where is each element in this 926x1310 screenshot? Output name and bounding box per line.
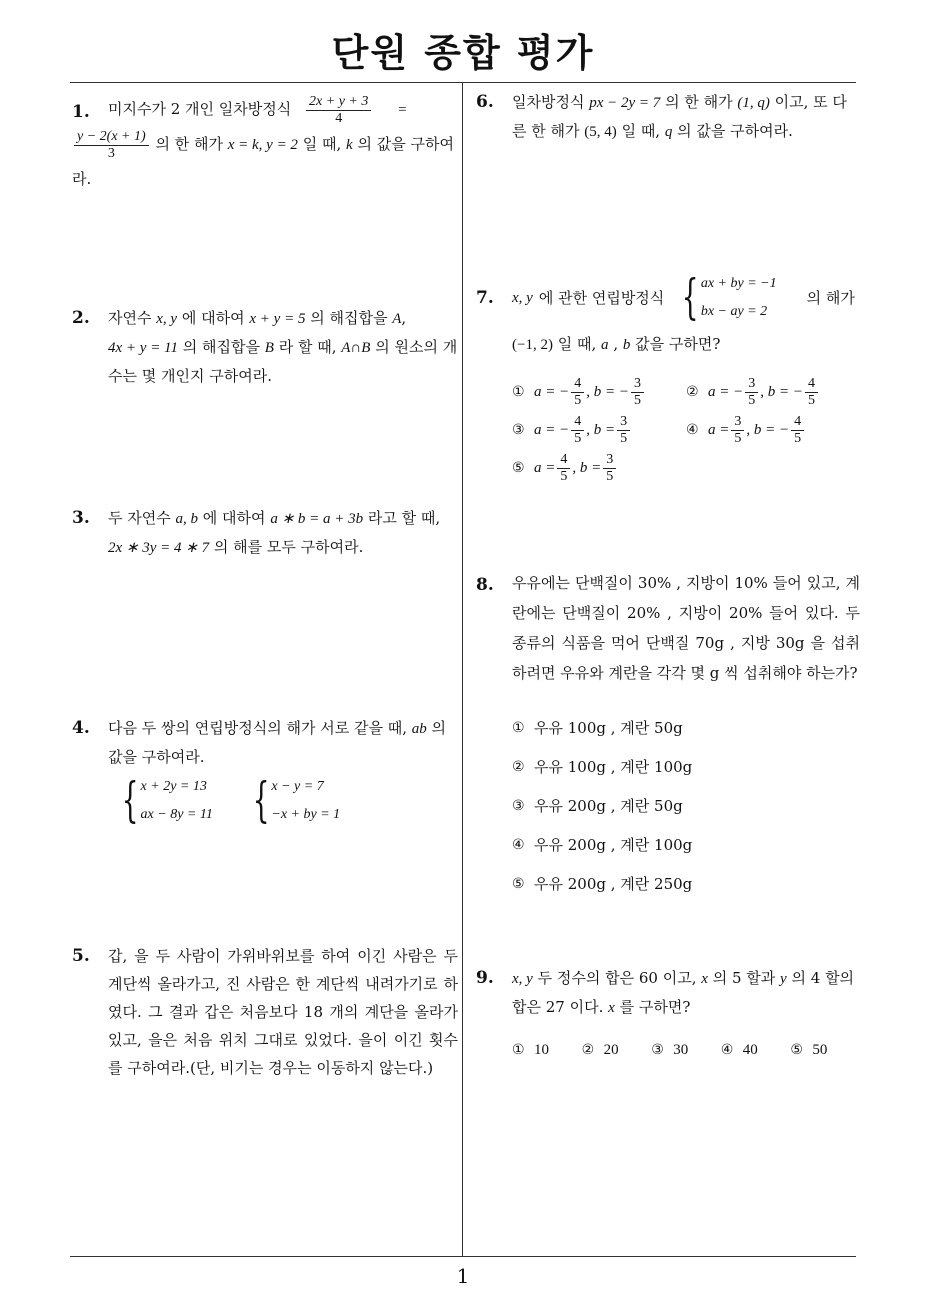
math-variable: q (664, 124, 673, 140)
choice-text: 우유 200g , 계란 250g (534, 874, 693, 893)
choice-1[interactable] (512, 1036, 582, 1064)
choice-5[interactable] (512, 864, 860, 903)
fraction-2: $\frac{y - 2(x + 1)}{3}$ (74, 129, 149, 162)
choice-number: ⑤ (512, 875, 525, 892)
equation-line: ax + by = −1 (700, 276, 777, 291)
question-text: 두 정수의 합은 60 이고, (537, 969, 697, 987)
page-number: 1 (456, 1264, 470, 1288)
equation-line: −x + by = 1 (271, 807, 341, 822)
choice-value: 20 (603, 1042, 619, 1058)
choice-5[interactable]: ⑤ a = $\frac{4}{5}$ , b = $\frac{3}{5}$ (512, 452, 692, 485)
question-number: 3. (72, 508, 90, 528)
question-number: 8. (476, 575, 494, 595)
question-9 (476, 964, 860, 1064)
equation-system (668, 270, 776, 326)
choice-number: ② (581, 1042, 595, 1058)
question-number: 9. (476, 968, 494, 988)
question-number: 1. (72, 102, 90, 122)
question-text: 의 원소의 개수는 몇 개인지 구하여라. (108, 338, 458, 385)
math-expression: A∩B (341, 340, 371, 356)
math-variable: a (601, 337, 609, 353)
question-text: 다음 두 쌍의 연립방정식의 해가 서로 같을 때, (108, 719, 407, 737)
choice-4[interactable]: ④ a = $\frac{3}{5}$ , b = − $\frac{4}{5}$ (686, 414, 860, 447)
choice-3[interactable]: ③ a = − $\frac{4}{5}$ , b = $\frac{3}{5}$ (512, 414, 686, 447)
question-number: 2. (72, 308, 90, 328)
math-point: (5, 4) (584, 124, 617, 140)
equation-system-2 (239, 773, 340, 829)
equation-system-1 (108, 773, 213, 829)
question-text: 의 해가 (806, 289, 855, 307)
question-text: 라 할 때, (278, 338, 337, 356)
math-variable: a, b (175, 511, 199, 527)
choice-value: 30 (673, 1042, 689, 1058)
question-3 (72, 504, 458, 562)
choice-text: 우유 100g , 계란 50g (534, 718, 683, 737)
math-variable: k (346, 137, 353, 153)
choice-text: 우유 200g , 계란 50g (534, 796, 683, 815)
choice-number: ① (512, 384, 525, 400)
equation-line: ax − 8y = 11 (140, 807, 213, 822)
question-7 (476, 266, 860, 487)
brace-icon: { (121, 772, 139, 828)
choice-number: ③ (651, 1042, 664, 1058)
question-text: 의 해집합을 (182, 338, 260, 356)
question-text: 일 때, (557, 335, 597, 353)
choice-number: ⑤ (512, 460, 525, 476)
choice-number: ② (686, 384, 699, 400)
brace-icon: { (682, 269, 699, 325)
question-8 (476, 568, 860, 903)
choice-number: ④ (512, 836, 525, 853)
question-text: 의 한 해가 (665, 93, 733, 111)
question-text: 의 해집합을 (310, 309, 388, 327)
choice-4[interactable] (512, 825, 860, 864)
separator: , (613, 335, 619, 353)
question-2 (72, 304, 458, 390)
choice-3[interactable] (651, 1036, 721, 1064)
question-text: 에 대하여 (202, 509, 266, 527)
choice-1[interactable]: ① a = − $\frac{4}{5}$ , b = − $\frac{3}{5}$ (512, 376, 686, 409)
math-variable: B (264, 340, 274, 356)
question-text: 갑, 을 두 사람이 가위바위보를 하여 이긴 사람은 두 계단씩 올라가고, 진 사람은 한 계단씩 내려가기로 하였다. 그 결과 갑은 처음보다 18 개의 계단을 올라가 있고, 을은 처음 위치 그대로 있었다. 을이 이긴 횟수를 구하여라.(단, 비기는 경우는 이동하지 않는다.) (108, 947, 458, 1077)
math-equation: 4x + y = 11 (108, 340, 178, 356)
question-4 (72, 714, 458, 833)
question-6 (476, 88, 860, 146)
math-variable: A (392, 311, 402, 327)
choice-number: ① (512, 1042, 525, 1058)
choice-text: 우유 200g , 계란 100g (534, 835, 693, 854)
question-text: 의 값을 구하여라. (108, 719, 447, 766)
math-point: (1, q) (737, 95, 770, 111)
choice-number: ② (512, 758, 525, 775)
choice-1[interactable] (512, 708, 860, 747)
choice-number: ① (512, 719, 525, 736)
question-text: 일차방정식 (512, 93, 585, 111)
choice-2[interactable]: ② a = − $\frac{3}{5}$ , b = − $\frac{4}{5}$ (686, 376, 860, 409)
equals-sign: = (398, 102, 407, 118)
question-text: 우유에는 단백질이 30% , 지방이 10% 들어 있고, 계란에는 단백질이 20% , 지방이 20% 들어 있다. 두 종류의 식품을 먹어 단백질 70g , 지방 30g 을 섭취하려면 우유와 계란을 각각 몇 g 씩 섭취해야 하는가? (512, 574, 860, 682)
question-text: 에 대하여 (181, 309, 245, 327)
math-variable: x (608, 1000, 615, 1016)
choice-number: ④ (686, 422, 699, 438)
equation-line: x − y = 7 (271, 779, 324, 794)
question-text: , (401, 309, 407, 327)
question-number: 5. (72, 946, 90, 966)
math-equation: 2x ∗ 3y = 4 ∗ 7 (108, 540, 210, 556)
equation-line: x + 2y = 13 (140, 779, 207, 794)
question-text: 자연수 (108, 309, 152, 327)
question-text: 의 한 해가 (155, 135, 223, 153)
choice-list (512, 373, 860, 487)
question-text: 라고 할 때, (367, 509, 441, 527)
choice-value: 40 (742, 1042, 758, 1058)
question-text: 의 5 할과 (712, 969, 776, 987)
question-number: 7. (476, 288, 494, 308)
math-variable: x, y (512, 290, 533, 306)
question-text: 의 4 할의 합은 27 이다. (512, 969, 855, 1016)
choice-list (512, 708, 860, 903)
question-5 (72, 942, 458, 1082)
question-text: 이고, 또 다른 한 해가 (512, 93, 847, 140)
question-text: 의 값을 구하여라. (72, 135, 454, 188)
question-text: 두 자연수 (108, 509, 171, 527)
question-text: 에 관한 연립방정식 (538, 289, 665, 307)
math-point: (−1, 2) (512, 337, 553, 353)
question-number: 4. (72, 718, 90, 738)
math-variable: ab (411, 721, 427, 737)
question-text: 의 값을 구하여라. (677, 122, 793, 140)
math-variable: x, y (156, 311, 178, 327)
math-variable: x, y (512, 971, 533, 987)
question-number: 6. (476, 92, 494, 112)
choice-number: ⑤ (790, 1042, 803, 1058)
math-equation: x + y = 5 (249, 311, 306, 327)
choice-number: ③ (512, 422, 525, 438)
question-text: 값을 구하면? (635, 335, 721, 353)
header-rule (70, 82, 856, 83)
choice-4[interactable] (721, 1036, 791, 1064)
choice-value: 10 (534, 1042, 549, 1058)
choice-text: 우유 100g , 계란 100g (534, 757, 693, 776)
math-definition: a ∗ b = a + 3b (270, 511, 364, 527)
equation-line: bx − ay = 2 (700, 304, 768, 319)
question-1 (72, 92, 458, 196)
fraction-1: $\frac{2x + y + 3}{4}$ (306, 94, 371, 127)
brace-icon: { (252, 772, 270, 828)
math-equation: px − 2y = 7 (589, 95, 661, 111)
column-divider (462, 82, 463, 1256)
question-text: 를 구하면? (619, 998, 691, 1016)
choice-2[interactable] (582, 1036, 652, 1064)
question-text: 미지수가 2 개인 일차방정식 (108, 100, 292, 118)
choice-3[interactable] (512, 786, 860, 825)
footer-rule (70, 1256, 856, 1257)
math-variable: x (701, 971, 708, 987)
question-text: 일 때, (621, 122, 661, 140)
math-variable: b (622, 337, 631, 353)
choice-2[interactable] (512, 747, 860, 786)
question-text: 의 해를 모두 구하여라. (213, 538, 364, 556)
choice-number: ④ (720, 1042, 734, 1058)
page-title: 단원 종합 평가 (331, 31, 595, 75)
choice-5[interactable] (790, 1036, 860, 1064)
choice-value: 50 (812, 1042, 828, 1058)
choice-list (512, 1036, 860, 1064)
math-variable: y (780, 971, 787, 987)
math-condition: x = k, y = 2 (227, 137, 298, 153)
choice-number: ③ (512, 797, 525, 814)
question-text: 일 때, (302, 135, 342, 153)
